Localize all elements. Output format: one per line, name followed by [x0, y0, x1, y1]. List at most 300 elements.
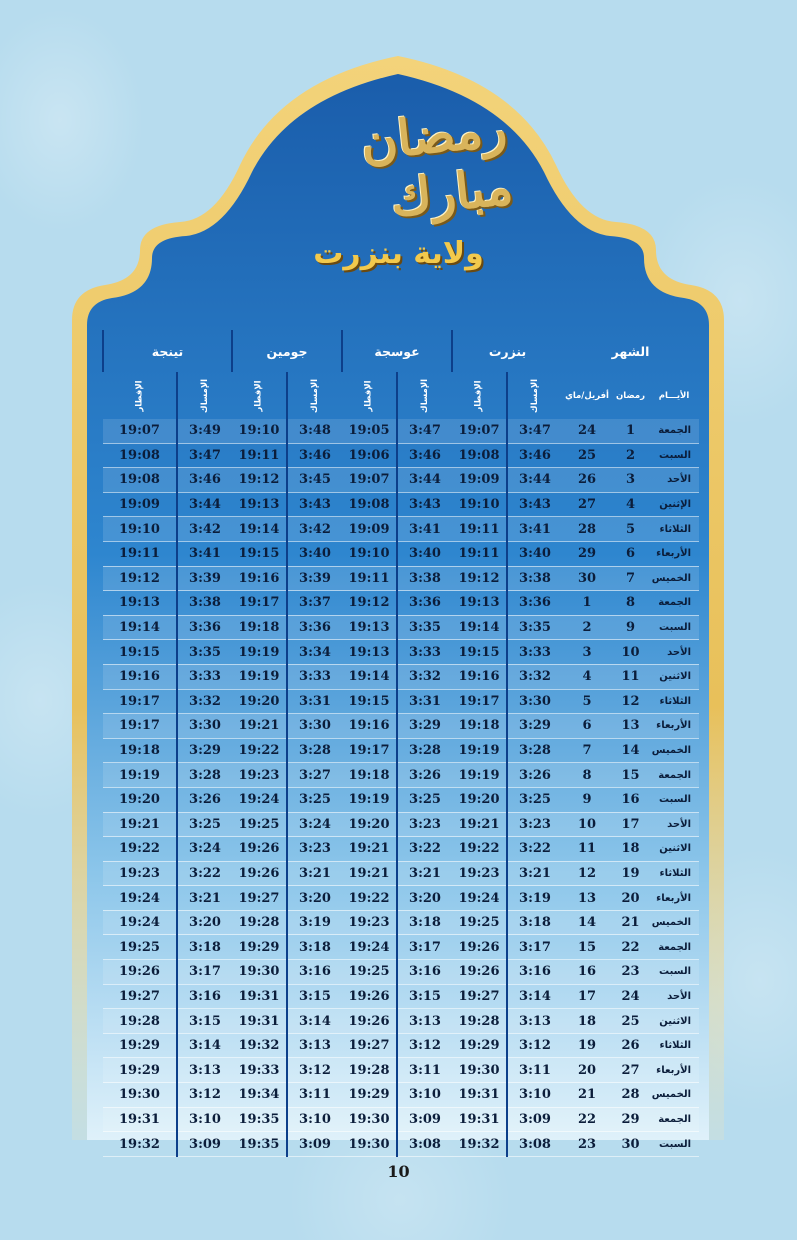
tinja-imsak-cell: 3:36	[177, 615, 232, 640]
aousja-iftar-cell: 19:26	[342, 1009, 397, 1034]
day-cell: الثلاثاء	[649, 861, 699, 886]
table-row	[103, 738, 699, 763]
day-cell: الجمعة	[649, 591, 699, 616]
bizerte-imsak-cell: 3:13	[507, 1009, 562, 1034]
aousja-imsak-cell: 3:09	[397, 1107, 452, 1132]
aousja-iftar-cell: 19:09	[342, 517, 397, 542]
gregorian-day-cell: 4	[562, 664, 612, 689]
bizerte-imsak-cell: 3:11	[507, 1058, 562, 1083]
bizerte-iftar-cell: 19:27	[452, 984, 507, 1009]
ramadan-day-cell: 5	[612, 517, 649, 542]
day-cell: الجمعة	[649, 1107, 699, 1132]
aousja-imsak-cell: 3:38	[397, 566, 452, 591]
ramadan-day-cell: 19	[612, 861, 649, 886]
gregorian-day-cell: 8	[562, 763, 612, 788]
table-row	[103, 591, 699, 616]
gregorian-day-cell: 2	[562, 615, 612, 640]
aousja-imsak-cell: 3:28	[397, 738, 452, 763]
aousja-iftar-cell: 19:24	[342, 935, 397, 960]
bizerte-imsak-cell: 3:08	[507, 1132, 562, 1157]
bizerte-iftar-cell: 19:26	[452, 960, 507, 985]
timetable	[102, 330, 698, 1157]
table-row	[103, 984, 699, 1009]
imsak-header: الإمساك	[287, 372, 342, 419]
day-cell: الاثنين	[649, 1009, 699, 1034]
gregorian-day-cell: 15	[562, 935, 612, 960]
gregorian-day-cell: 6	[562, 714, 612, 739]
bizerte-iftar-cell: 19:28	[452, 1009, 507, 1034]
day-cell: الخميس	[649, 738, 699, 763]
ramadan-day-cell: 16	[612, 787, 649, 812]
ramadan-day-cell: 2	[612, 443, 649, 468]
table-row	[103, 1009, 699, 1034]
aousja-iftar-cell: 19:16	[342, 714, 397, 739]
day-cell: الأربعاء	[649, 886, 699, 911]
table-row	[103, 837, 699, 862]
tinja-iftar-cell: 19:29	[103, 1058, 177, 1083]
joumine-iftar-cell: 19:11	[232, 443, 287, 468]
iftar-header: الإفطار	[134, 379, 145, 412]
tinja-iftar-cell: 19:28	[103, 1009, 177, 1034]
table-row	[103, 1083, 699, 1108]
aousja-iftar-cell: 19:27	[342, 1033, 397, 1058]
aousja-imsak-cell: 3:36	[397, 591, 452, 616]
bizerte-iftar-cell: 19:13	[452, 591, 507, 616]
ramadan-day-cell: 18	[612, 837, 649, 862]
tinja-iftar-cell: 19:15	[103, 640, 177, 665]
aousja-imsak-cell: 3:08	[397, 1132, 452, 1157]
bizerte-imsak-cell: 3:16	[507, 960, 562, 985]
bizerte-iftar-cell: 19:32	[452, 1132, 507, 1157]
aousja-iftar-cell: 19:07	[342, 468, 397, 493]
aousja-imsak-cell: 3:35	[397, 615, 452, 640]
gregorian-day-cell: 20	[562, 1058, 612, 1083]
tinja-iftar-cell: 19:12	[103, 566, 177, 591]
bizerte-iftar-cell: 19:20	[452, 787, 507, 812]
ramadan-day-cell: 30	[612, 1132, 649, 1157]
aousja-imsak-cell: 3:15	[397, 984, 452, 1009]
iftar-header: الإفطار	[474, 379, 485, 412]
aousja-iftar-cell: 19:12	[342, 591, 397, 616]
bizerte-imsak-cell: 3:36	[507, 591, 562, 616]
joumine-imsak-cell: 3:46	[287, 443, 342, 468]
bizerte-iftar-cell: 19:18	[452, 714, 507, 739]
tinja-imsak-cell: 3:29	[177, 738, 232, 763]
tinja-imsak-cell: 3:24	[177, 837, 232, 862]
table-row	[103, 419, 699, 443]
joumine-iftar-cell: 19:15	[232, 541, 287, 566]
joumine-iftar-cell: 19:35	[232, 1107, 287, 1132]
bizerte-imsak-cell: 3:14	[507, 984, 562, 1009]
joumine-imsak-cell: 3:37	[287, 591, 342, 616]
gregorian-day-cell: 25	[562, 443, 612, 468]
joumine-iftar-cell: 19:13	[232, 492, 287, 517]
bizerte-iftar-cell: 19:10	[452, 492, 507, 517]
tinja-iftar-cell: 19:07	[103, 419, 177, 443]
aousja-imsak-cell: 3:44	[397, 468, 452, 493]
imsak-header: الإمساك	[397, 372, 452, 419]
joumine-iftar-cell: 19:31	[232, 984, 287, 1009]
table-row	[103, 664, 699, 689]
tinja-iftar-cell: 19:14	[103, 615, 177, 640]
header-row-cities	[103, 330, 699, 372]
gregorian-day-cell: 10	[562, 812, 612, 837]
table-row	[103, 492, 699, 517]
bizerte-imsak-cell: 3:35	[507, 615, 562, 640]
tinja-imsak-cell: 3:15	[177, 1009, 232, 1034]
aousja-imsak-cell: 3:22	[397, 837, 452, 862]
bizerte-imsak-cell: 3:12	[507, 1033, 562, 1058]
table-row	[103, 541, 699, 566]
tinja-iftar-cell: 19:10	[103, 517, 177, 542]
aousja-iftar-cell: 19:17	[342, 738, 397, 763]
city-header-joumine: جومين	[232, 330, 342, 372]
aousja-iftar-cell: 19:13	[342, 640, 397, 665]
month-header: الشهر	[611, 343, 650, 359]
table-row	[103, 1107, 699, 1132]
bizerte-iftar-cell: 19:31	[452, 1083, 507, 1108]
bizerte-iftar-cell: 19:31	[452, 1107, 507, 1132]
ramadan-day-cell: 14	[612, 738, 649, 763]
bizerte-iftar-cell: 19:29	[452, 1033, 507, 1058]
bizerte-imsak-cell: 3:44	[507, 468, 562, 493]
gregorian-day-cell: 22	[562, 1107, 612, 1132]
tinja-iftar-cell: 19:25	[103, 935, 177, 960]
tinja-imsak-cell: 3:30	[177, 714, 232, 739]
bizerte-iftar-cell: 19:11	[452, 541, 507, 566]
joumine-iftar-cell: 19:12	[232, 468, 287, 493]
joumine-imsak-cell: 3:20	[287, 886, 342, 911]
ramadan-day-cell: 24	[612, 984, 649, 1009]
gregorian-day-cell: 9	[562, 787, 612, 812]
bizerte-imsak-cell: 3:25	[507, 787, 562, 812]
tinja-imsak-cell: 3:10	[177, 1107, 232, 1132]
joumine-iftar-cell: 19:31	[232, 1009, 287, 1034]
city-header-aousja: عوسجة	[342, 330, 452, 372]
bizerte-iftar-cell: 19:07	[452, 419, 507, 443]
joumine-imsak-cell: 3:10	[287, 1107, 342, 1132]
gregorian-day-cell: 7	[562, 738, 612, 763]
aousja-imsak-cell: 3:47	[397, 419, 452, 443]
gregorian-day-cell: 26	[562, 468, 612, 493]
aousja-iftar-cell: 19:19	[342, 787, 397, 812]
imsak-header: الإمساك	[177, 372, 232, 419]
gregorian-day-cell: 19	[562, 1033, 612, 1058]
bizerte-imsak-cell: 3:18	[507, 910, 562, 935]
day-cell: الجمعة	[649, 419, 699, 443]
aousja-imsak-cell: 3:40	[397, 541, 452, 566]
table-row	[103, 1132, 699, 1157]
table-row	[103, 517, 699, 542]
tinja-imsak-cell: 3:16	[177, 984, 232, 1009]
tinja-iftar-cell: 19:13	[103, 591, 177, 616]
ramadan-day-cell: 4	[612, 492, 649, 517]
joumine-imsak-cell: 3:18	[287, 935, 342, 960]
joumine-iftar-cell: 19:20	[232, 689, 287, 714]
day-cell: الأربعاء	[649, 541, 699, 566]
bizerte-imsak-cell: 3:21	[507, 861, 562, 886]
gregorian-day-cell: 1	[562, 591, 612, 616]
tinja-imsak-cell: 3:33	[177, 664, 232, 689]
table-row	[103, 861, 699, 886]
joumine-imsak-cell: 3:48	[287, 419, 342, 443]
table-row	[103, 443, 699, 468]
tinja-imsak-cell: 3:41	[177, 541, 232, 566]
aousja-imsak-cell: 3:11	[397, 1058, 452, 1083]
iftar-header: الإفطار	[364, 379, 374, 412]
gregorian-day-cell: 18	[562, 1009, 612, 1034]
joumine-iftar-cell: 19:26	[232, 837, 287, 862]
aousja-iftar-cell: 19:06	[342, 443, 397, 468]
joumine-imsak-cell: 3:31	[287, 689, 342, 714]
aousja-iftar-cell: 19:05	[342, 419, 397, 443]
tinja-imsak-cell: 3:35	[177, 640, 232, 665]
joumine-imsak-cell: 3:36	[287, 615, 342, 640]
joumine-imsak-cell: 3:34	[287, 640, 342, 665]
aousja-imsak-cell: 3:12	[397, 1033, 452, 1058]
gregorian-day-cell: 16	[562, 960, 612, 985]
joumine-iftar-cell: 19:24	[232, 787, 287, 812]
joumine-imsak-cell: 3:45	[287, 468, 342, 493]
joumine-iftar-cell: 19:23	[232, 763, 287, 788]
table-row	[103, 910, 699, 935]
ramadan-day-cell: 7	[612, 566, 649, 591]
table-row	[103, 935, 699, 960]
day-cell: الثلاثاء	[649, 689, 699, 714]
bizerte-iftar-cell: 19:12	[452, 566, 507, 591]
aousja-iftar-cell: 19:21	[342, 837, 397, 862]
table-row	[103, 763, 699, 788]
aousja-iftar-cell: 19:22	[342, 886, 397, 911]
tinja-imsak-cell: 3:09	[177, 1132, 232, 1157]
aousja-imsak-cell: 3:10	[397, 1083, 452, 1108]
ramadan-mubarak-logo: رمضان مبارك	[357, 97, 516, 228]
aousja-imsak-cell: 3:21	[397, 861, 452, 886]
bizerte-imsak-cell: 3:46	[507, 443, 562, 468]
ramadan-day-cell: 15	[612, 763, 649, 788]
gregorian-day-cell: 17	[562, 984, 612, 1009]
bizerte-imsak-cell: 3:28	[507, 738, 562, 763]
ramadan-day-cell: 11	[612, 664, 649, 689]
aousja-iftar-cell: 19:28	[342, 1058, 397, 1083]
joumine-iftar-cell: 19:33	[232, 1058, 287, 1083]
tinja-iftar-cell: 19:30	[103, 1083, 177, 1108]
ramadan-day-cell: 23	[612, 960, 649, 985]
table-row	[103, 640, 699, 665]
ramadan-day-cell: 1	[612, 419, 649, 443]
tinja-imsak-cell: 3:26	[177, 787, 232, 812]
tinja-imsak-cell: 3:25	[177, 812, 232, 837]
bizerte-iftar-cell: 19:22	[452, 837, 507, 862]
tinja-iftar-cell: 19:09	[103, 492, 177, 517]
bizerte-iftar-cell: 19:16	[452, 664, 507, 689]
aousja-imsak-cell: 3:46	[397, 443, 452, 468]
joumine-imsak-cell: 3:27	[287, 763, 342, 788]
tinja-imsak-cell: 3:42	[177, 517, 232, 542]
aousja-imsak-cell: 3:33	[397, 640, 452, 665]
day-cell: الاثنين	[649, 664, 699, 689]
joumine-iftar-cell: 19:16	[232, 566, 287, 591]
tinja-iftar-cell: 19:17	[103, 689, 177, 714]
joumine-imsak-cell: 3:16	[287, 960, 342, 985]
joumine-imsak-cell: 3:28	[287, 738, 342, 763]
ramadan-day-cell: 21	[612, 910, 649, 935]
bizerte-iftar-cell: 19:14	[452, 615, 507, 640]
table-row	[103, 566, 699, 591]
joumine-iftar-cell: 19:21	[232, 714, 287, 739]
ramadan-day-cell: 6	[612, 541, 649, 566]
bizerte-imsak-cell: 3:32	[507, 664, 562, 689]
aousja-imsak-cell: 3:32	[397, 664, 452, 689]
bizerte-iftar-cell: 19:19	[452, 738, 507, 763]
joumine-iftar-cell: 19:19	[232, 640, 287, 665]
aousja-imsak-cell: 3:31	[397, 689, 452, 714]
table-row	[103, 1058, 699, 1083]
joumine-iftar-cell: 19:29	[232, 935, 287, 960]
aousja-iftar-cell: 19:20	[342, 812, 397, 837]
tinja-iftar-cell: 19:24	[103, 886, 177, 911]
tinja-iftar-cell: 19:26	[103, 960, 177, 985]
aousja-iftar-cell: 19:23	[342, 910, 397, 935]
table-row	[103, 960, 699, 985]
joumine-iftar-cell: 19:35	[232, 1132, 287, 1157]
table-row	[103, 468, 699, 493]
gregorian-day-cell: 28	[562, 517, 612, 542]
day-cell: الإثنين	[649, 492, 699, 517]
bizerte-iftar-cell: 19:25	[452, 910, 507, 935]
day-cell: الأحد	[649, 984, 699, 1009]
header-row-columns	[103, 372, 699, 419]
joumine-imsak-cell: 3:09	[287, 1132, 342, 1157]
ramadan-day-cell: 27	[612, 1058, 649, 1083]
aousja-iftar-cell: 19:18	[342, 763, 397, 788]
tinja-imsak-cell: 3:32	[177, 689, 232, 714]
gregorian-day-cell: 11	[562, 837, 612, 862]
ramadan-day-cell: 13	[612, 714, 649, 739]
timetable-body	[103, 419, 699, 1156]
bizerte-iftar-cell: 19:24	[452, 886, 507, 911]
tinja-iftar-cell: 19:18	[103, 738, 177, 763]
tinja-imsak-cell: 3:22	[177, 861, 232, 886]
joumine-iftar-cell: 19:25	[232, 812, 287, 837]
aousja-imsak-cell: 3:29	[397, 714, 452, 739]
joumine-imsak-cell: 3:43	[287, 492, 342, 517]
bizerte-imsak-cell: 3:26	[507, 763, 562, 788]
joumine-imsak-cell: 3:19	[287, 910, 342, 935]
day-cell: الثلاثاء	[649, 517, 699, 542]
page-number: 10	[387, 1162, 410, 1181]
day-cell: الاثنين	[649, 837, 699, 862]
aousja-imsak-cell: 3:20	[397, 886, 452, 911]
joumine-imsak-cell: 3:33	[287, 664, 342, 689]
aousja-imsak-cell: 3:23	[397, 812, 452, 837]
table-row	[103, 714, 699, 739]
tinja-iftar-cell: 19:11	[103, 541, 177, 566]
day-cell: الأحد	[649, 812, 699, 837]
tinja-imsak-cell: 3:21	[177, 886, 232, 911]
bizerte-iftar-cell: 19:17	[452, 689, 507, 714]
ramadan-day-cell: 12	[612, 689, 649, 714]
joumine-imsak-cell: 3:30	[287, 714, 342, 739]
ramadan-header: رمضان	[616, 390, 645, 401]
aousja-imsak-cell: 3:17	[397, 935, 452, 960]
bizerte-iftar-cell: 19:19	[452, 763, 507, 788]
tinja-imsak-cell: 3:46	[177, 468, 232, 493]
joumine-iftar-cell: 19:27	[232, 886, 287, 911]
tinja-iftar-cell: 19:21	[103, 812, 177, 837]
aousja-iftar-cell: 19:11	[342, 566, 397, 591]
joumine-iftar-cell: 19:22	[232, 738, 287, 763]
aousja-iftar-cell: 19:10	[342, 541, 397, 566]
aousja-imsak-cell: 3:13	[397, 1009, 452, 1034]
joumine-imsak-cell: 3:24	[287, 812, 342, 837]
ramadan-day-cell: 17	[612, 812, 649, 837]
aousja-iftar-cell: 19:30	[342, 1132, 397, 1157]
tinja-imsak-cell: 3:13	[177, 1058, 232, 1083]
gregorian-day-cell: 24	[562, 419, 612, 443]
bizerte-iftar-cell: 19:30	[452, 1058, 507, 1083]
joumine-imsak-cell: 3:39	[287, 566, 342, 591]
bizerte-imsak-cell: 3:29	[507, 714, 562, 739]
bizerte-iftar-cell: 19:26	[452, 935, 507, 960]
table-row	[103, 787, 699, 812]
tinja-imsak-cell: 3:28	[177, 763, 232, 788]
joumine-iftar-cell: 19:19	[232, 664, 287, 689]
aousja-imsak-cell: 3:25	[397, 787, 452, 812]
tinja-imsak-cell: 3:17	[177, 960, 232, 985]
joumine-iftar-cell: 19:30	[232, 960, 287, 985]
aousja-iftar-cell: 19:30	[342, 1107, 397, 1132]
day-cell: الجمعة	[649, 763, 699, 788]
day-cell: الخميس	[649, 910, 699, 935]
bizerte-imsak-cell: 3:47	[507, 419, 562, 443]
aousja-imsak-cell: 3:18	[397, 910, 452, 935]
gregorian-day-cell: 30	[562, 566, 612, 591]
tinja-iftar-cell: 19:29	[103, 1033, 177, 1058]
day-cell: الخميس	[649, 566, 699, 591]
table-row	[103, 615, 699, 640]
bizerte-iftar-cell: 19:15	[452, 640, 507, 665]
ramadan-day-cell: 25	[612, 1009, 649, 1034]
aousja-iftar-cell: 19:08	[342, 492, 397, 517]
gregorian-day-cell: 29	[562, 541, 612, 566]
imsak-header: الإمساك	[507, 372, 562, 419]
day-cell: الأحد	[649, 640, 699, 665]
bizerte-imsak-cell: 3:09	[507, 1107, 562, 1132]
tinja-iftar-cell: 19:17	[103, 714, 177, 739]
table-row	[103, 812, 699, 837]
joumine-imsak-cell: 3:42	[287, 517, 342, 542]
gregorian-day-cell: 13	[562, 886, 612, 911]
day-cell: السبت	[649, 960, 699, 985]
aousja-imsak-cell: 3:16	[397, 960, 452, 985]
tinja-iftar-cell: 19:31	[103, 1107, 177, 1132]
aousja-iftar-cell: 19:26	[342, 984, 397, 1009]
ramadan-day-cell: 3	[612, 468, 649, 493]
bizerte-imsak-cell: 3:33	[507, 640, 562, 665]
aousja-iftar-cell: 19:25	[342, 960, 397, 985]
joumine-imsak-cell: 3:14	[287, 1009, 342, 1034]
bizerte-iftar-cell: 19:08	[452, 443, 507, 468]
gregorian-day-cell: 14	[562, 910, 612, 935]
ramadan-day-cell: 8	[612, 591, 649, 616]
day-cell: الأربعاء	[649, 1058, 699, 1083]
aousja-iftar-cell: 19:14	[342, 664, 397, 689]
bizerte-imsak-cell: 3:19	[507, 886, 562, 911]
aousja-imsak-cell: 3:26	[397, 763, 452, 788]
tinja-iftar-cell: 19:20	[103, 787, 177, 812]
gregorian-day-cell: 3	[562, 640, 612, 665]
